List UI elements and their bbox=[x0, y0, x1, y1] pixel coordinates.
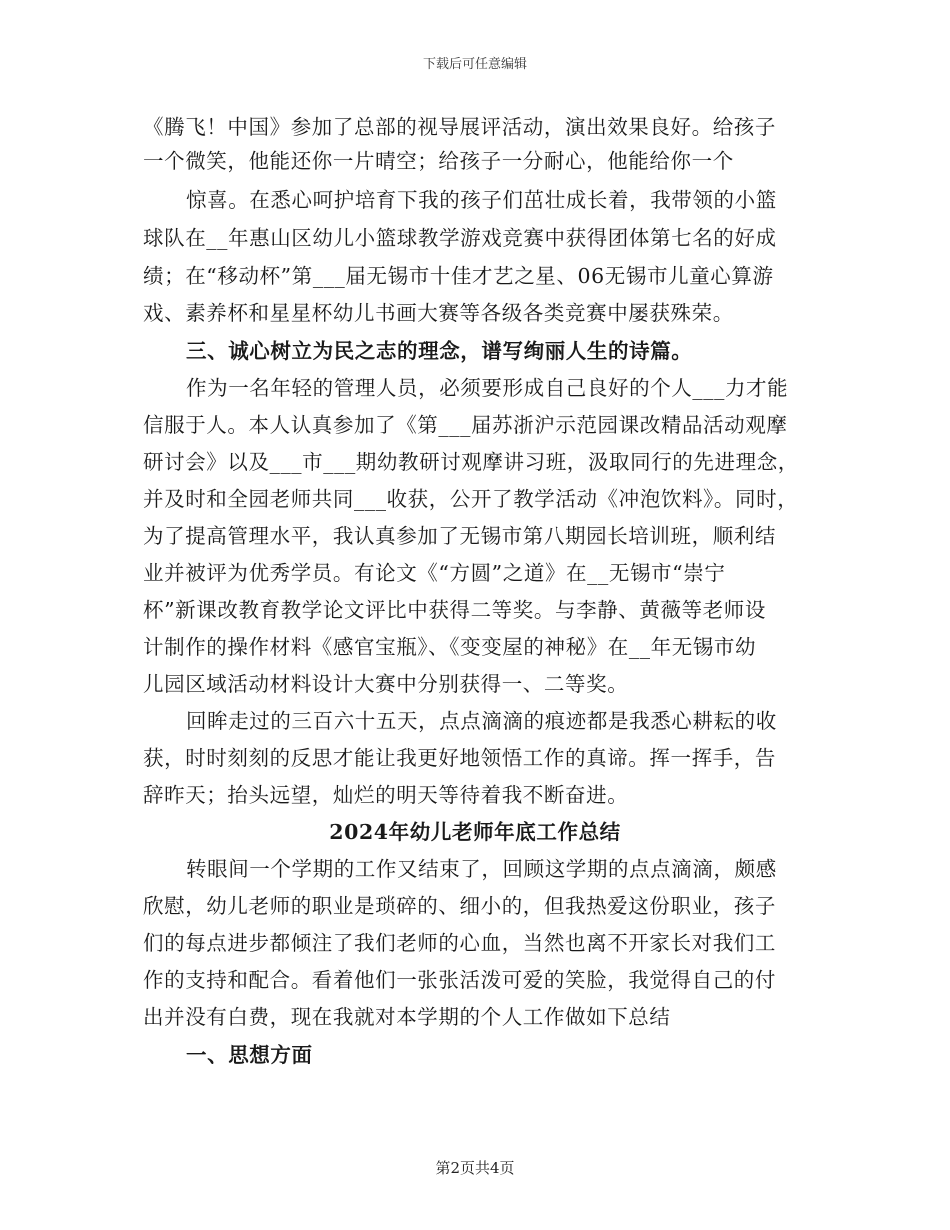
paragraph-line: 戏、素养杯和星星杯幼儿书画大赛等各级各类竞赛中屡获殊荣。 bbox=[143, 301, 734, 325]
section-heading: 三、诚心树立为民之志的理念，谱写绚丽人生的诗篇。 bbox=[186, 339, 693, 363]
paragraph-line: 信服于人。本人认真参加了《第___届苏浙沪示范园课改精品活动观摩 bbox=[143, 413, 788, 437]
paragraph-line: 杯”新课改教育教学论文评比中获得二等奖。与李静、黄薇等老师设 bbox=[143, 598, 766, 622]
paragraph-line: 为了提高管理水平，我认真参加了无锡市第八期园长培训班，顺利结 bbox=[143, 524, 776, 548]
document-title: 2024年幼儿老师年底工作总结 bbox=[329, 820, 621, 844]
paragraph-line: 一个微笑，他能还你一片晴空；给孩子一分耐心，他能给你一个 bbox=[143, 149, 734, 173]
paragraph-line: 辞昨天；抬头远望，灿烂的明天等待着我不断奋进。 bbox=[143, 783, 629, 807]
paragraph-line: 绩；在“移动杯”第___届无锡市十佳才艺之星、06无锡市儿童心算游 bbox=[143, 264, 774, 288]
paragraph-line: 作的支持和配合。看着他们一张张活泼可爱的笑脸，我觉得自己的付 bbox=[143, 968, 776, 992]
paragraph-line: 回眸走过的三百六十五天，点点滴滴的痕迹都是我悉心耕耘的收 bbox=[186, 709, 777, 733]
paragraph-line: 们的每点进步都倾注了我们老师的心血，当然也离不开家长对我们工 bbox=[143, 931, 776, 955]
paragraph-line: 研讨会》以及___市___期幼教研讨观摩讲习班，汲取同行的先进理念， bbox=[143, 450, 799, 474]
paragraph-line: 惊喜。在悉心呵护培育下我的孩子们茁壮成长着，我带领的小篮 bbox=[186, 188, 777, 212]
paragraph-line: 转眼间一个学期的工作又结束了，回顾这学期的点点滴滴，颇感 bbox=[186, 857, 777, 881]
paragraph-line: 作为一名年轻的管理人员，必须要形成自己良好的个人___力才能 bbox=[186, 376, 789, 400]
paragraph-line: 《腾飞！中国》参加了总部的视导展评活动，演出效果良好。给孩子 bbox=[143, 115, 776, 139]
paragraph-line: 业并被评为优秀学员。有论文《“方圆”之道》在__无锡市“崇宁 bbox=[143, 561, 726, 585]
paragraph-line: 获，时时刻刻的反思才能让我更好地领悟工作的真谛。挥一挥手，告 bbox=[143, 746, 776, 770]
page-header: 下载后可任意编辑 bbox=[422, 57, 527, 72]
paragraph-line: 计制作的操作材料《感官宝瓶》、《变变屋的神秘》在__年无锡市幼 bbox=[143, 635, 757, 659]
paragraph-line: 儿园区域活动材料设计大赛中分别获得一、二等奖。 bbox=[143, 672, 629, 696]
paragraph-line: 并及时和全园老师共同___收获，公开了教学活动《冲泡饮料》。同时， bbox=[143, 487, 799, 511]
section-heading: 一、思想方面 bbox=[186, 1043, 313, 1067]
paragraph-line: 球队在__年惠山区幼儿小篮球教学游戏竞赛中获得团体第七名的好成 bbox=[143, 226, 777, 250]
paragraph-line: 欣慰，幼儿老师的职业是琐碎的、细小的，但我热爱这份职业，孩子 bbox=[143, 894, 776, 918]
page-footer: 第2页共4页 bbox=[435, 1159, 515, 1177]
paragraph-line: 出并没有白费，现在我就对本学期的个人工作做如下总结 bbox=[143, 1005, 671, 1029]
